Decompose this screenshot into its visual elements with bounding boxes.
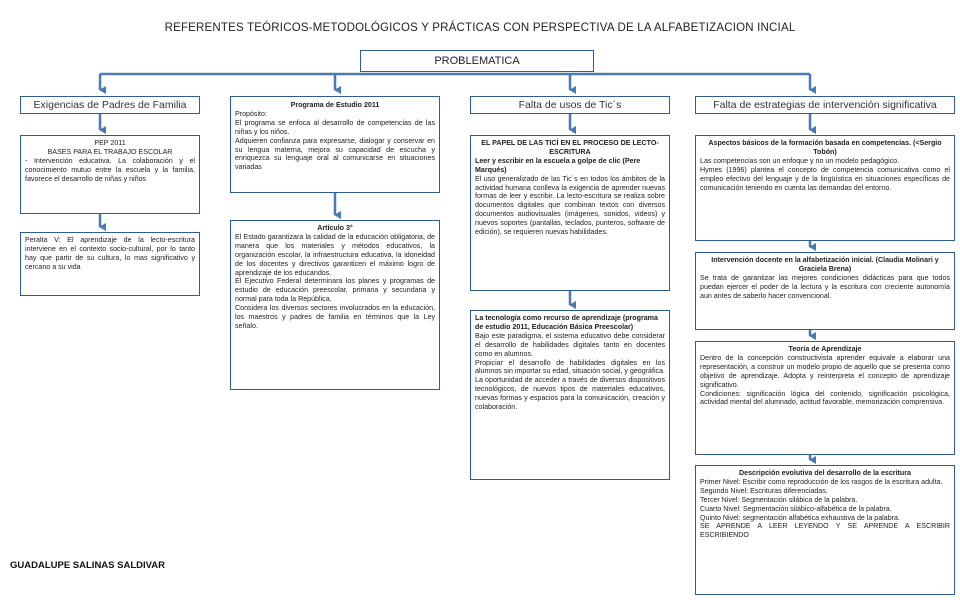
- teoria-aprendizaje-box: [695, 341, 955, 455]
- pep-heading: PEP 2011: [94, 139, 126, 147]
- descripcion-heading: Descripción evolutiva del desarrollo de la escritura: [739, 469, 911, 477]
- pep-body: - Intervención educativa. La colaboración y el conocimiento mutuo entre la escuela y la familia, favorece el desarrollo de niñas y niños: [25, 156, 195, 183]
- descripcion-line-1: Segundo Nivel: Escrituras diferenciadas.: [700, 486, 828, 495]
- pep-subheading: BASES PARA EL TRABAJO ESCOLAR: [47, 147, 173, 156]
- diagram-title: REFERENTES TEÓRICOS-METODOLÓGICOS Y PRÁCTICAS CON PERSPECTIVA DE LA ALFABETIZACION INCIAL: [164, 22, 796, 34]
- descripcion-line-0: Primer Nivel: Escribir como reproducción de los rasgos de la escritura adulta.: [700, 477, 943, 486]
- descripcion-line-5: SE APRENDE A LEER LEYENDO Y SE APRENDE A ESCRIBIR ESCRIBIENDO: [700, 522, 950, 540]
- teoria-heading: Teoría de Aprendizaje: [788, 345, 862, 353]
- tecnologia-paragraph-1: Propiciar el desarrollo de habilidades digitales en los alumnos sin importar su edad, situación social, y geográfica. La oportunidad de acceder a través de diversos dispositivos tecnológicos, de nuevos tipos de materiales educativos, nuevas formas y espacios para la comunicación, creación y colaboración.: [475, 358, 665, 412]
- articulo-paragraph-0: El Estado garantizara la calidad de la educación obligatoria, de manera que los materiales y métodos educativos, la organización escolar, la infraestructura educativa, la idoneidad de los docentes y directivos garanticen el máximo logro de aprendizaje de los educandos.: [235, 232, 435, 277]
- papel-heading: EL PAPEL DE LAS TICÍ EN EL PROCESO DE LECTO-ESCRITURA: [481, 139, 659, 156]
- tecnologia-heading: La tecnología como recurso de aprendizaje (programa de estudio 2011, Educación Básica Preescolar): [475, 314, 658, 331]
- category-padres-label: Exigencias de Padres de Familia: [33, 99, 187, 111]
- category-padres: [20, 96, 200, 114]
- intervencion-body: Se trata de garantizar las mejores condiciones didácticas para que todos puedan ejercer el poder de la lectura y la escritura con creciente autonomía aun antes de saberlo hacer convencional.: [700, 273, 950, 300]
- aspectos-paragraph-0: Las competencias son un enfoque y no un modelo pedagógico.: [700, 156, 900, 165]
- articulo-heading: Artículo 3°: [317, 224, 353, 232]
- programa-heading: Programa de Estudio 2011: [290, 101, 380, 109]
- programa-line-1: El programa se enfoca al desarrollo de competencias de las niñas y los niños.: [235, 118, 435, 136]
- papel-subheading: Leer y escribir en la escuela a golpe de clic (Pere Marqués): [475, 156, 641, 174]
- peralta-body: Peralta V: El aprendizaje de la lecto-escritura interviene en el contexto socio-cultural, por lo tanto hay que partir de su cultura, lo mas significativo y cercano a su vida: [25, 236, 195, 271]
- programa-line-0: Propósito:: [235, 109, 267, 118]
- aspectos-basicos-box: [695, 135, 955, 241]
- programa-line-2: Adquieren confianza para expresarse, dialogar y conservar en su lengua materna, mejora su capacidad de escucha y enriquezca su lenguaje oral al comunicarse en situaciones variadas: [235, 136, 435, 172]
- tecnologia-recurso-box: [470, 310, 670, 480]
- author-name: GUADALUPE SALINAS SALDIVAR: [10, 560, 165, 571]
- papel-tics-box: [470, 135, 670, 291]
- descripcion-line-3: Cuarto Nivel: Segmentación silábico-alfabética de la palabra.: [700, 504, 892, 513]
- root-node-label: PROBLEMATICA: [434, 55, 520, 67]
- articulo-3-box: [230, 220, 440, 390]
- intervencion-docente-box: [695, 252, 955, 330]
- articulo-paragraph-1: El Ejecutivo Federal determinara los planes y programas de estudio de educación preescolar, primaria y secundaria y normal para toda la República.: [235, 277, 435, 304]
- category-estrategias-label: Falta de estrategias de intervención significativa: [713, 99, 937, 111]
- descripcion-line-4: Quinto Nivel: segmentación alfabética exhaustiva de la palabra.: [700, 513, 900, 522]
- pep-2011-box: [20, 135, 200, 214]
- teoria-paragraph-1: Condiciones: significación lógica del contenido, significación psicológica, actividad mental del alumnado, actitud favorable, memorización comprensiva.: [700, 389, 950, 407]
- descripcion-line-2: Tercer Nivel: Segmentación silábica de la palabra.: [700, 495, 858, 504]
- category-tics: [470, 96, 670, 114]
- aspectos-paragraph-1: Hymes (1996) plantea el concepto de competencia comunicativa como el empleo efectivo del lenguaje y de la lingüística en situaciones específicas de comunicación teniendo en cuenta las demandas del entorno.: [700, 165, 950, 192]
- descripcion-evolutiva-box: [695, 465, 955, 595]
- programa-estudio-box: [230, 96, 440, 193]
- teoria-paragraph-0: Dentro de la concepción constructivista aprender equivale a elaborar una representación, a construir un modelo propio de aquello que se presenta como objetivo de aprendizaje. Adopta y reinterpreta el concepto de aprendizaje significativo.: [700, 353, 950, 389]
- intervencion-heading: Intervención docente en la alfabetización inicial. (Claudia Molinari y Graciela Brena): [711, 256, 939, 273]
- papel-body: El uso generalizado de las Tic´s en todos los ámbitos de la actividad humana conlleva la exigencia de aprender nuevas formas de leer y escribir. La lecto-escritura se realiza sobre documentos digitales que combinan textos con diversos documentos audiovisuales (imágenes, sonidos, videos) y nuevos soportes (pantallas, teclados, punteros, software de edición), se requieren nuevas habilidades.: [475, 174, 665, 237]
- peralta-box: [20, 232, 200, 296]
- category-tics-label: Falta de usos de Tic´s: [518, 99, 622, 111]
- root-node-problematica: [360, 50, 594, 72]
- category-estrategias: [695, 96, 955, 114]
- articulo-paragraph-2: Considera los diversos sectores involucrados en la educación, los maestros y padres de familia en términos que la Ley señalo.: [235, 304, 435, 330]
- tecnologia-paragraph-0: Bajo este paradigma, el sistema educativo debe considerar el desarrollo de habilidades digitales tanto en docentes como en alumnos.: [475, 331, 665, 358]
- aspectos-heading: Aspectos básicos de la formación basada en competencias. (<Sergio Tobón): [708, 139, 942, 156]
